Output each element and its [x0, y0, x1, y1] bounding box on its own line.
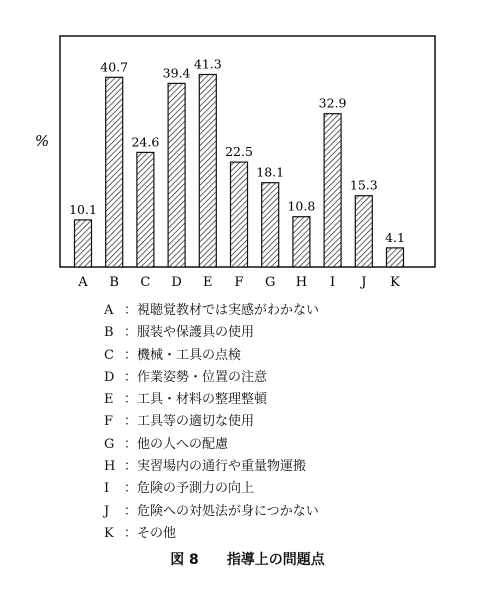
legend-label: 工具等の適切な使用 — [137, 414, 255, 430]
x-tick-a: A — [78, 275, 88, 290]
legend-label: 服装や保護具の使用 — [137, 325, 255, 341]
legend-label: 作業姿勢・位置の注意 — [137, 369, 268, 385]
bar-k — [387, 248, 404, 267]
legend-item-e — [104, 389, 319, 411]
x-tick-labels — [77, 275, 400, 290]
x-tick-d: D — [171, 275, 182, 290]
bar-d — [168, 83, 185, 267]
value-label-a: 10.1 — [69, 201, 97, 217]
legend-separator: ： — [124, 436, 138, 452]
legend-separator: ： — [124, 481, 138, 497]
legend-label: 機械・工具の点検 — [137, 347, 242, 363]
legend-separator: ： — [124, 459, 138, 475]
legend-separator: ： — [124, 392, 138, 408]
x-tick-g: G — [265, 275, 276, 290]
y-axis-label: % — [34, 132, 50, 150]
legend-separator: ： — [124, 525, 138, 541]
bar-chart — [0, 0, 495, 290]
bar-i — [324, 114, 341, 267]
value-label-c: 24.6 — [131, 134, 160, 150]
bar-e — [199, 75, 216, 268]
x-tick-h: H — [295, 275, 308, 290]
legend-label: 危険の予測力の向上 — [137, 481, 255, 497]
legend-item-d — [104, 367, 319, 389]
value-label-d: 39.4 — [162, 65, 191, 81]
x-tick-b: B — [109, 275, 119, 290]
legend-separator: ： — [124, 369, 138, 385]
legend-code: A — [104, 303, 114, 318]
bar-a — [75, 220, 92, 267]
legend-separator: ： — [124, 414, 138, 430]
bar-b — [106, 77, 123, 267]
legend-item-i — [104, 478, 319, 500]
value-label-h: 10.8 — [287, 198, 316, 214]
legend-separator: ： — [124, 325, 138, 341]
legend-item-k — [104, 523, 319, 545]
legend-code: J — [104, 503, 110, 519]
category-legend — [104, 300, 319, 545]
value-label-i: 32.9 — [318, 95, 347, 111]
legend-code: H — [104, 459, 116, 475]
value-label-g: 18.1 — [256, 164, 285, 180]
legend-label: 危険への対処法が身につかない — [137, 503, 319, 519]
x-tick-j: J — [361, 275, 367, 290]
legend-item-a — [104, 300, 319, 322]
x-tick-i: I — [330, 275, 336, 290]
x-tick-f: F — [234, 275, 244, 290]
x-tick-e: E — [203, 275, 213, 290]
bar-g — [262, 183, 279, 267]
legend-code: I — [104, 481, 110, 497]
value-label-k: 4.1 — [385, 229, 405, 245]
bar-j — [355, 196, 372, 267]
value-label-f: 22.5 — [225, 144, 253, 160]
legend-code: D — [104, 369, 115, 385]
legend-code: K — [104, 525, 114, 541]
legend-label: その他 — [137, 525, 177, 541]
figure-title: 指導上の問題点 — [226, 552, 325, 568]
legend-item-j — [104, 501, 319, 523]
legend-code: G — [104, 436, 115, 452]
legend-code: F — [104, 414, 114, 430]
bar-f — [231, 162, 248, 267]
figure-caption — [0, 549, 495, 569]
legend-item-h — [104, 456, 319, 478]
x-tick-c: C — [140, 275, 151, 290]
legend-code: E — [104, 392, 114, 408]
legend-item-c — [104, 345, 319, 367]
value-label-b: 40.7 — [100, 59, 129, 75]
legend-item-b — [104, 322, 319, 344]
legend-label: 他の人への配慮 — [137, 436, 229, 452]
bar-c — [137, 152, 154, 267]
legend-item-g — [104, 434, 319, 456]
x-tick-k: K — [390, 275, 400, 290]
legend-item-f — [104, 411, 319, 433]
value-label-e: 41.3 — [193, 56, 222, 72]
legend-separator: ： — [124, 303, 138, 318]
legend-code: C — [104, 347, 114, 363]
legend-label: 工具・材料の整理整頓 — [137, 392, 268, 408]
legend-code: B — [104, 325, 114, 341]
legend-separator: ： — [124, 347, 138, 363]
bar-h — [293, 217, 310, 267]
bars — [75, 75, 404, 268]
figure-number: 図 8 — [170, 552, 199, 568]
legend-label: 視聴覚教材では実感がわかない — [137, 303, 320, 318]
legend-separator: ： — [124, 503, 138, 519]
legend-label: 実習場内の通行や重量物運搬 — [137, 459, 307, 475]
value-label-j: 15.3 — [349, 177, 378, 193]
